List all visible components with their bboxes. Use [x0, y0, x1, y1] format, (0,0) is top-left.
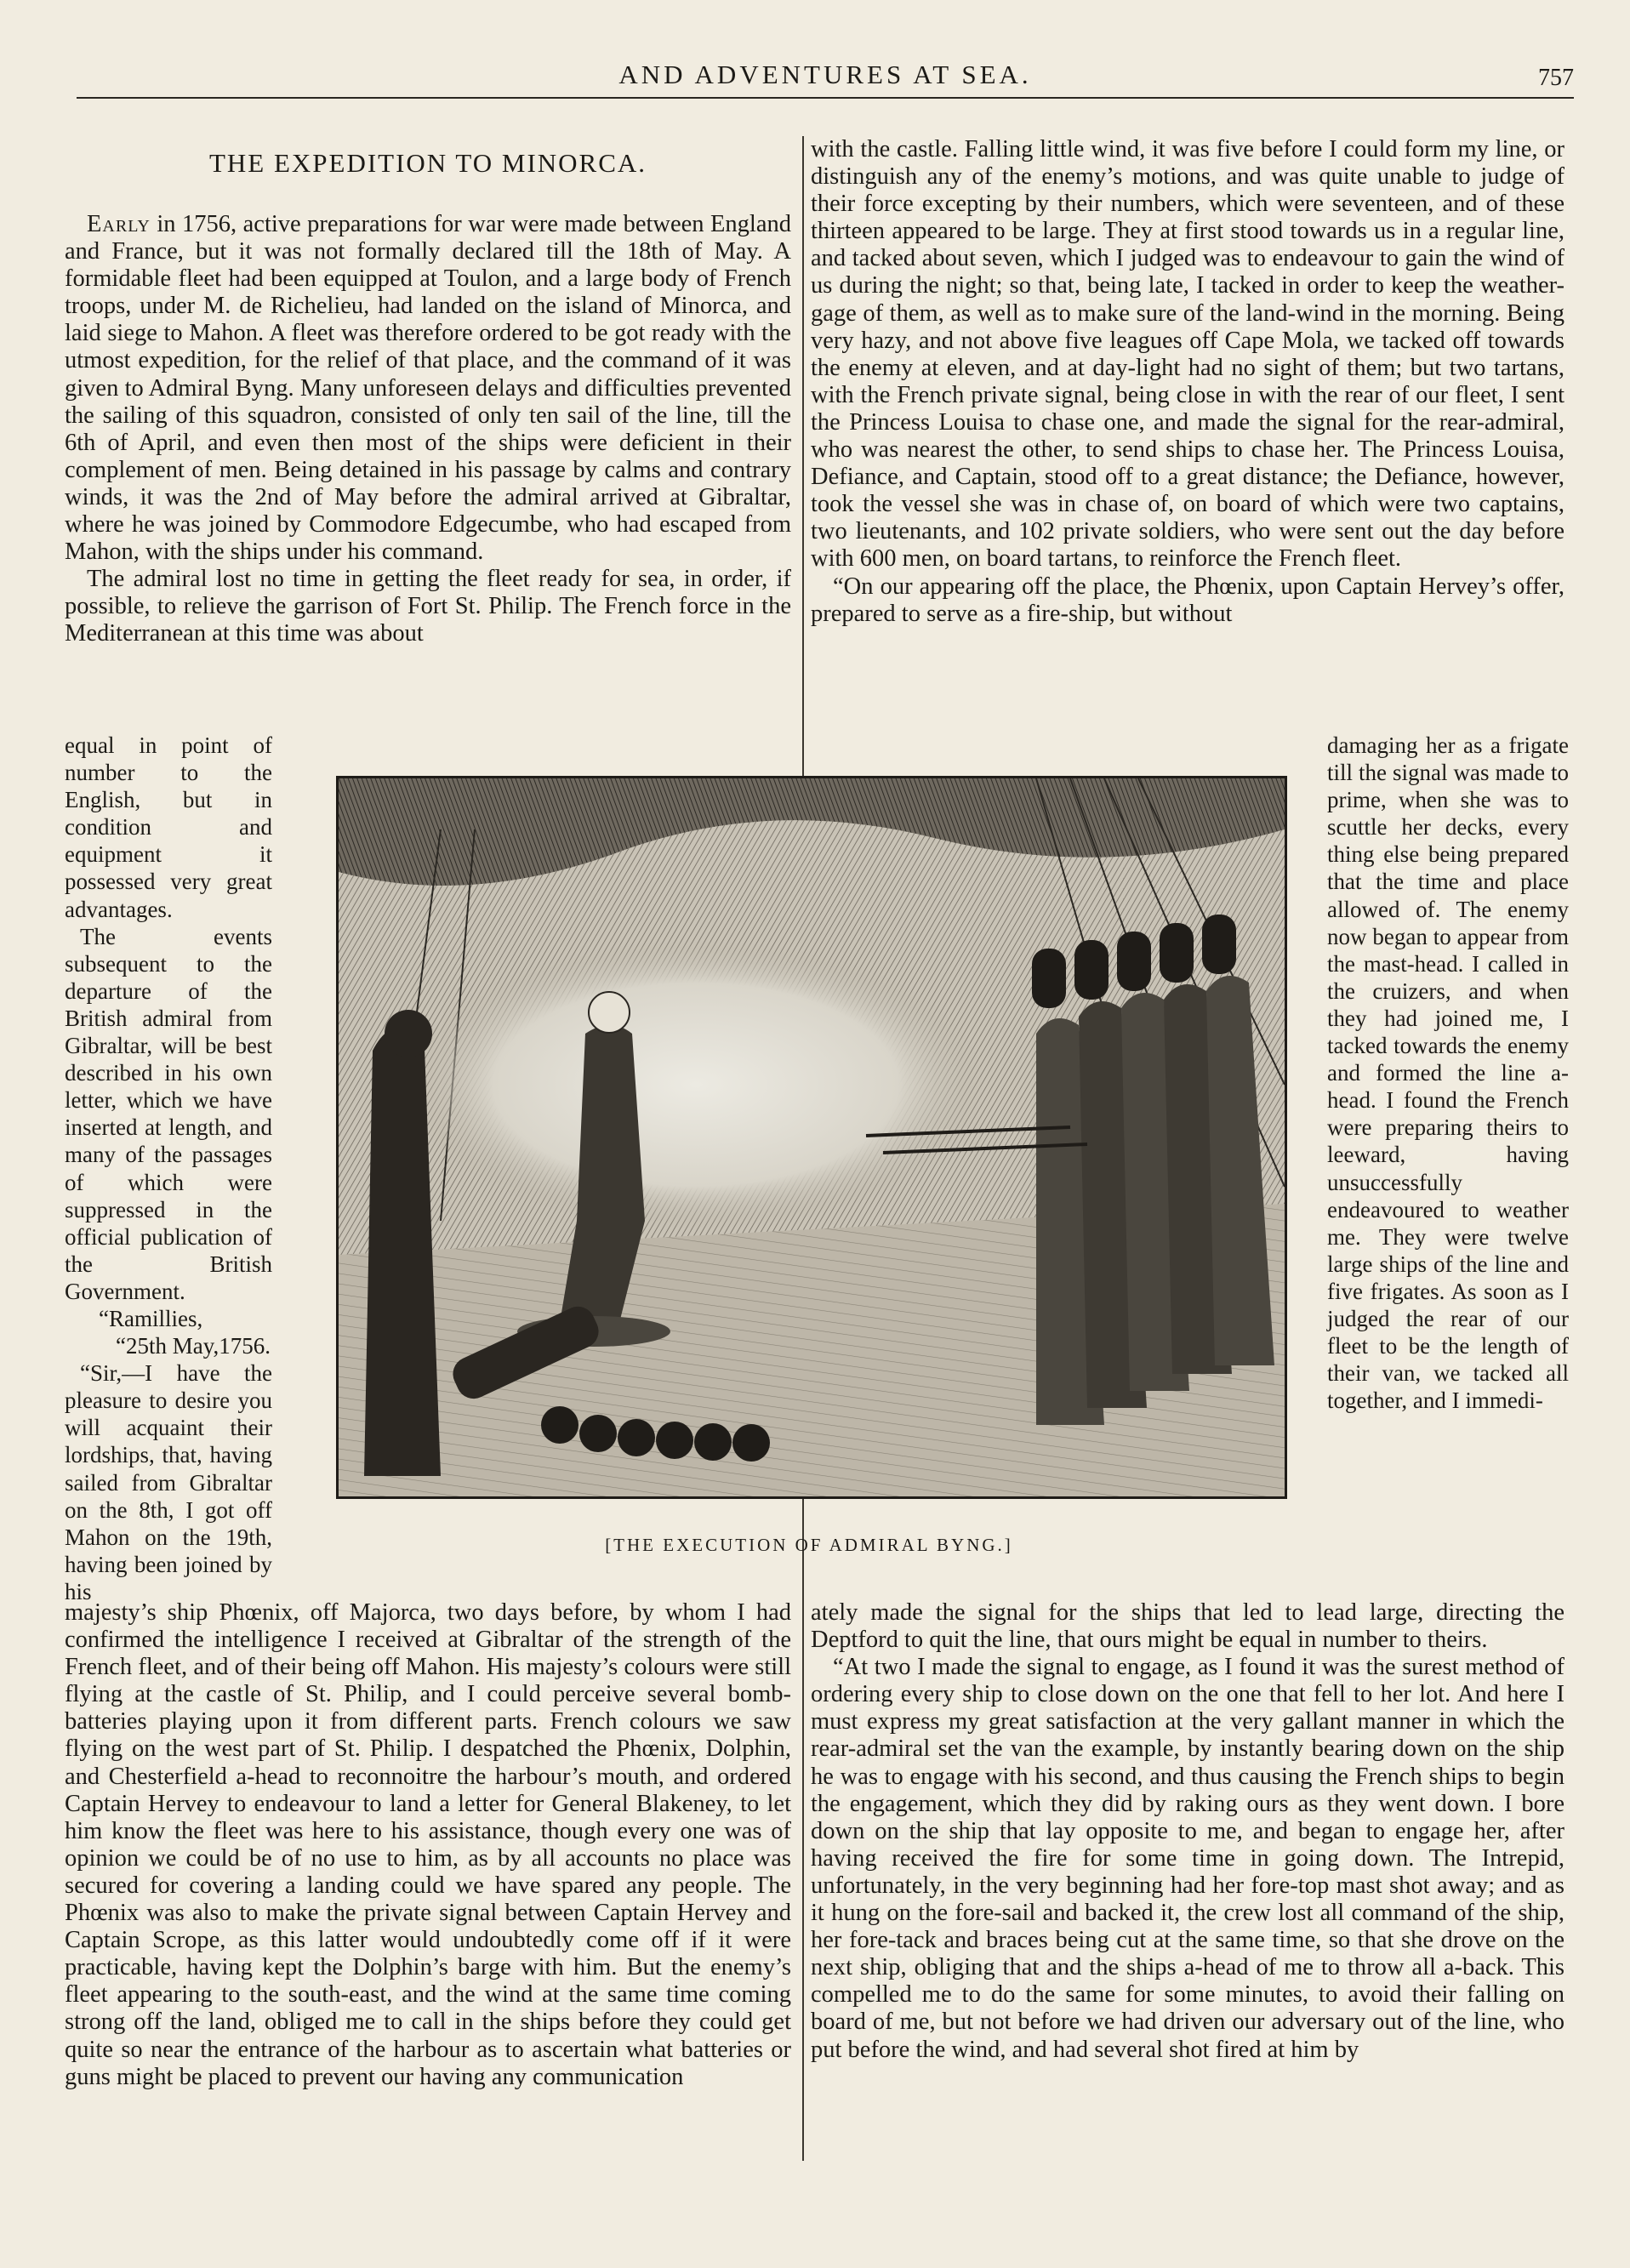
right-paragraph-1: with the castle. Falling little wind, it was five before I could form my line, or distinguish any of the enemy’s motions, and was quite unable to judge of their force excepting by their numbers, which were seventeen, and of these thirteen appeared to be large. They at first stood towards us in a regular line, and tacked about seven, which I judged was to endeavour to gain the wind of us during the night; so that, being late, I tacked in order to keep the weather-gage of them, as well as to make sure of the land-wind in the morning. Being very hazy, and not above five leagues off Cape Mola, we tacked off towards the enemy at eleven, and at day-light had no sight of them; but two tartans, with the French private signal, being close in with the rear of our fleet, I sent the Princess Louisa to chase one, and made the signal for the rear-admiral, who was nearest the other, to send ships to chase her. The Princess Louisa, Defiance, and Captain, stood off to a great distance; the Defiance, however, took the vessel she was in chase of, on board of which were two captains, two lieutenants, and 102 private soldiers, who were sent out the day before with 600 men, on board tartans, to reinforce the French fleet. — [811, 136, 1564, 573]
page-number: 757 — [1538, 65, 1574, 91]
article-paragraph-letter-continued: majesty’s ship Phœnix, off Majorca, two days before, by whom I had confirmed the intelligence I received at Gibraltar of the strength of the French fleet, and of their being off Mahon. His majesty’s colours were still flying at the castle of St. Philip, and I could perceive several bomb-batteries playing upon it from different parts. French colours we saw flying on the west part of St. Philip. I despatched the Phœnix, Dolphin, and Chesterfield a-head to reconnoitre the harbour’s mouth, and ordered Captain Hervey to endeavour to land a letter for General Blakeney, to let him know the fleet was here to his assistance, though every one was of opinion we could be of no use to him, as by all accounts no place was secured for covering a landing could we have spared any people. The Phœnix was also to make the private signal between Captain Hervey and Captain Scrope, as this latter would undoubtedly come off if it were practicable, having kept the Dolphin’s barge with him. But the enemy’s fleet appearing to the south-east, and the wind at the same time coming strong off the land, obliged me to call in the ships before they could get quite so near the entrance of the harbour as to ascertain what batteries or guns might be placed to prevent our having any communication — [65, 1599, 791, 2090]
gunsmoke — [407, 940, 985, 1229]
admiral-head — [589, 992, 630, 1033]
right-column-top — [811, 136, 1564, 628]
article-paragraph-2: The admiral lost no time in getting the fleet ready for sea, in order, if possible, to relieve the garrison of Fort St. Philip. The French force in the Mediterranean at this time was about — [65, 566, 791, 647]
left-column-bottom — [65, 1599, 791, 2091]
running-head — [77, 60, 1574, 99]
lead-word: Early — [87, 211, 151, 237]
narrow-left-paragraph: The events subsequent to the departure of the British admiral from Gibraltar, will be best described in his own letter, which we have inserted at length, and many of the passages of which were suppressed in the official publication of the British Government. — [65, 923, 272, 1304]
narrow-right-paragraph: damaging her as a frigate till the signal was made to prime, when she was to scuttle her decks, every thing else being prepared that the time and place allowed of. The enemy now began to appear from the mast-head. I called in the cruizers, and when they had joined me, I tacked towards the enemy and formed the line a-head. I found the French were preparing theirs to leeward, having unsuccessfully endeavoured to weather me. They were twelve large ships of the line and five frigates. As soon as I judged the rear of our fleet to be the length of their van, we tacked all together, and I immedi- — [1327, 732, 1569, 1414]
letter-place: “Ramillies, — [99, 1305, 203, 1331]
left-column-top — [65, 150, 791, 745]
figure-caption: [THE EXECUTION OF ADMIRAL BYNG.] — [605, 1535, 1013, 1555]
letter-date: “25th May,1756. — [116, 1333, 271, 1359]
execution-engraving — [339, 778, 1285, 1496]
right-column-bottom — [811, 1599, 1564, 2064]
right-narrow-column — [1327, 732, 1569, 1414]
left-narrow-column — [65, 732, 272, 1605]
right-paragraph-4: “At two I made the signal to engage, as I found it was the surest method of ordering every ship to close down on the one that fell to her lot. And here I must express my great satisfaction at the very gallant manner in which the rear-admiral set the van the example, by instantly bearing down on the ship he was to engage with his second, and thus causing the French ships to begin the engagement, which they did by raking ours as they went down. I bore down on the ship that lay opposite to me, and began to engage her, after having received the fire for some time in going down. The Intrepid, unfortunately, in the very beginning had her fore-top mast shot away; and as it hung on the fore-sail and backed it, the crew lost all command of the ship, her fore-tack and braces being cut at the same time, so that she drove on the next ship, obliging that and the ships a-head of me to throw all a-back. This compelled me to do the same for some minutes, to avoid their falling on board of me, but not before we had driven our adversary out of the line, who put before the wind, and had several shot fired at him by — [811, 1654, 1564, 2063]
right-paragraph-2: “On our appearing off the place, the Phœnix, upon Captain Hervey’s offer, prepared to serve as a fire-ship, but without — [811, 573, 1564, 627]
engraving-illustration — [336, 776, 1287, 1499]
running-head-title: AND ADVENTURES AT SEA. — [618, 60, 1032, 89]
paragraph-1-text: in 1756, active preparations for war were made between England and France, but it was not formally declared till the 18th of May. A formidable fleet had been equipped at Toulon, and a large body of French troops, under M. de Richelieu, had landed on the island of Minorca, and laid siege to Mahon. A fleet was therefore ordered to be got ready with the utmost expedition, for the relief of that place, and the command of it was given to Admiral Byng. Many unforeseen delays and difficulties prevented the sailing of this squadron, consisted of only ten sail of the line, till the 6th of April, and even then most of the ships were deficient in their complement of men. Being detained in his passage by calms and contrary winds, it was the 2nd of May before the admiral arrived at Gibraltar, where he was joined by Commodore Edgecumbe, who had escaped from Mahon, with the ships under his command. — [65, 211, 791, 566]
right-paragraph-3: ately made the signal for the ships that led to lead large, directing the Deptford to quit the line, that ours might be equal in number to theirs. — [811, 1599, 1564, 1654]
officer-head — [385, 1010, 432, 1057]
narrow-left-paragraph: equal in point of number to the English, but in condition and equipment it possessed very great advantages. — [65, 732, 272, 922]
article-title: THE EXPEDITION TO MINORCA. — [208, 148, 647, 178]
letter-opening: “Sir,—I have the pleasure to desire you will acquaint their lordships, that, having sailed from Gibraltar on the 8th, I got off Mahon on the 19th, having been joined by his — [65, 1360, 272, 1604]
article-paragraph-1 — [65, 211, 791, 566]
